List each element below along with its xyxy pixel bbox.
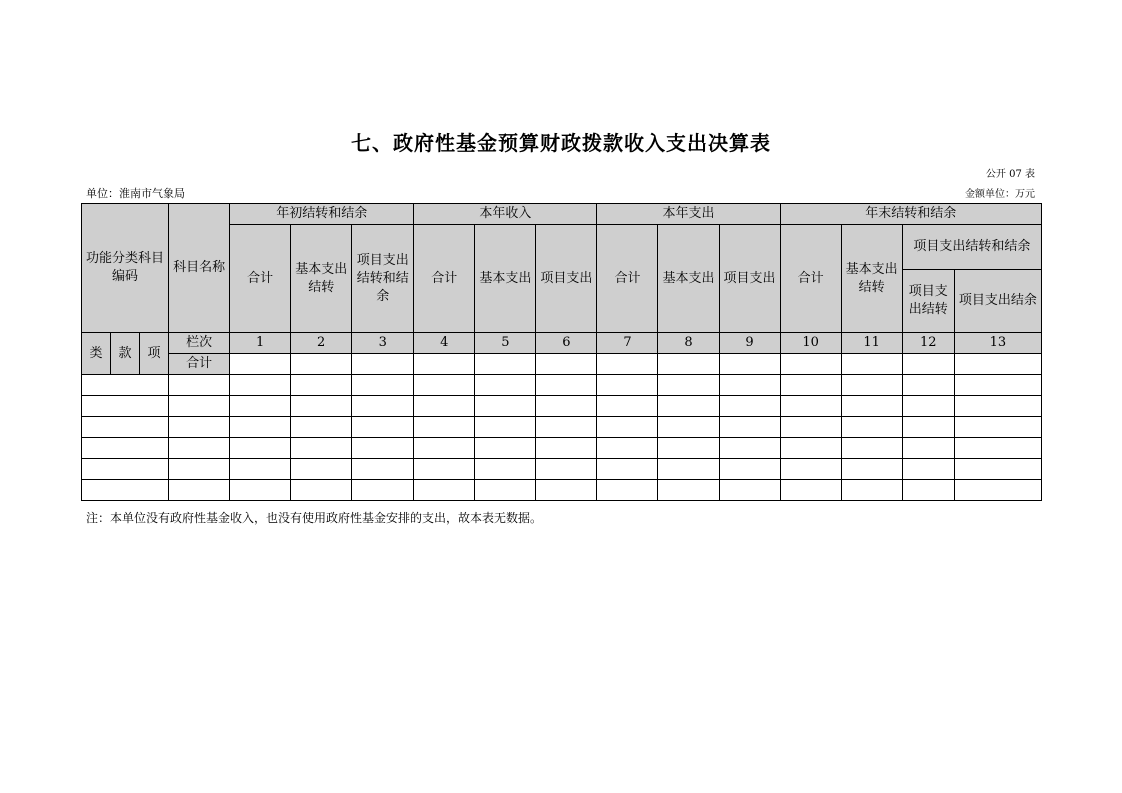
- value-cell: [475, 375, 536, 396]
- code-cell: [82, 375, 169, 396]
- value-cell: [719, 375, 780, 396]
- value-cell: [954, 480, 1041, 501]
- value-cell: [658, 417, 719, 438]
- total-cell: [291, 354, 352, 375]
- value-cell: [658, 459, 719, 480]
- value-cell: [841, 438, 902, 459]
- value-cell: [230, 480, 291, 501]
- header-col-2: 基本支出结转: [291, 225, 352, 333]
- value-cell: [352, 459, 414, 480]
- value-cell: [954, 459, 1041, 480]
- value-cell: [414, 375, 475, 396]
- total-cell: [230, 354, 291, 375]
- table-row: [82, 375, 1042, 396]
- header-heji: 合计: [169, 354, 230, 375]
- value-cell: [658, 480, 719, 501]
- value-cell: [475, 480, 536, 501]
- value-cell: [230, 417, 291, 438]
- value-cell: [597, 417, 658, 438]
- value-cell: [841, 417, 902, 438]
- col-number: 9: [719, 333, 780, 354]
- header-group-expense: 本年支出: [597, 204, 780, 225]
- value-cell: [597, 396, 658, 417]
- total-cell: [536, 354, 597, 375]
- value-cell: [719, 459, 780, 480]
- value-cell: [352, 396, 414, 417]
- value-cell: [352, 375, 414, 396]
- header-func-code: 功能分类科目编码: [82, 204, 169, 333]
- final-accounts-table: [81, 203, 1042, 501]
- header-col-10: 合计: [780, 225, 841, 333]
- total-cell: [719, 354, 780, 375]
- value-cell: [352, 480, 414, 501]
- total-cell: [597, 354, 658, 375]
- col-number: 8: [658, 333, 719, 354]
- col-number: 10: [780, 333, 841, 354]
- value-cell: [291, 438, 352, 459]
- value-cell: [902, 480, 954, 501]
- value-cell: [954, 417, 1041, 438]
- col-number: 5: [475, 333, 536, 354]
- value-cell: [414, 396, 475, 417]
- value-cell: [230, 396, 291, 417]
- col-number: 7: [597, 333, 658, 354]
- value-cell: [719, 438, 780, 459]
- value-cell: [230, 459, 291, 480]
- value-cell: [841, 375, 902, 396]
- header-col-8: 基本支出: [658, 225, 719, 333]
- code-cell: [82, 417, 169, 438]
- form-number: 公开 07 表: [985, 169, 1035, 180]
- header-group-income: 本年收入: [414, 204, 597, 225]
- value-cell: [414, 459, 475, 480]
- value-cell: [597, 438, 658, 459]
- value-cell: [475, 438, 536, 459]
- amount-unit: 金额单位：万元: [965, 189, 1035, 200]
- value-cell: [291, 480, 352, 501]
- value-cell: [597, 375, 658, 396]
- col-number: 4: [414, 333, 475, 354]
- subject-name-cell: [169, 459, 230, 480]
- table-note: 注：本单位没有政府性基金收入，也没有使用政府性基金安排的支出，故本表无数据。: [86, 511, 543, 525]
- value-cell: [291, 417, 352, 438]
- value-cell: [780, 459, 841, 480]
- header-col-6: 项目支出: [536, 225, 597, 333]
- value-cell: [954, 375, 1041, 396]
- header-col-11: 基本支出结转: [841, 225, 902, 333]
- empty-rows: [82, 375, 1042, 501]
- value-cell: [841, 396, 902, 417]
- header-col-12-13-group: 项目支出结转和结余: [902, 225, 1041, 270]
- table-row: [82, 438, 1042, 459]
- value-cell: [780, 396, 841, 417]
- code-cell: [82, 459, 169, 480]
- col-number: 6: [536, 333, 597, 354]
- value-cell: [352, 417, 414, 438]
- value-cell: [597, 459, 658, 480]
- value-cell: [780, 438, 841, 459]
- table-row: [82, 417, 1042, 438]
- subject-name-cell: [169, 417, 230, 438]
- header-lanci: 栏次: [169, 333, 230, 354]
- header-col-3: 项目支出结转和结余: [352, 225, 414, 333]
- header-col-7: 合计: [597, 225, 658, 333]
- value-cell: [719, 417, 780, 438]
- value-cell: [841, 480, 902, 501]
- value-cell: [536, 375, 597, 396]
- header-lei: 类: [82, 333, 111, 375]
- code-cell: [82, 438, 169, 459]
- header-group-begin: 年初结转和结余: [230, 204, 414, 225]
- value-cell: [954, 396, 1041, 417]
- value-cell: [902, 396, 954, 417]
- header-col-4: 合计: [414, 225, 475, 333]
- value-cell: [597, 480, 658, 501]
- value-cell: [230, 438, 291, 459]
- value-cell: [719, 480, 780, 501]
- total-cell: [902, 354, 954, 375]
- value-cell: [658, 396, 719, 417]
- value-cell: [902, 375, 954, 396]
- subject-name-cell: [169, 375, 230, 396]
- header-group-end: 年末结转和结余: [780, 204, 1041, 225]
- total-cell: [841, 354, 902, 375]
- value-cell: [780, 480, 841, 501]
- value-cell: [902, 438, 954, 459]
- value-cell: [780, 417, 841, 438]
- table-row: [82, 459, 1042, 480]
- value-cell: [475, 459, 536, 480]
- header-xiang: 项: [140, 333, 169, 375]
- table-row: [82, 480, 1042, 501]
- col-number: 2: [291, 333, 352, 354]
- value-cell: [536, 396, 597, 417]
- col-number: 13: [954, 333, 1041, 354]
- header-col-1: 合计: [230, 225, 291, 333]
- total-cell: [352, 354, 414, 375]
- code-cell: [82, 396, 169, 417]
- value-cell: [536, 480, 597, 501]
- value-cell: [719, 396, 780, 417]
- header-col-13: 项目支出结余: [954, 270, 1041, 333]
- value-cell: [475, 417, 536, 438]
- col-number: 3: [352, 333, 414, 354]
- value-cell: [475, 396, 536, 417]
- value-cell: [780, 375, 841, 396]
- page-title: 七、政府性基金预算财政拨款收入支出决算表: [351, 131, 771, 155]
- total-cell: [658, 354, 719, 375]
- total-cell: [954, 354, 1041, 375]
- value-cell: [658, 438, 719, 459]
- value-cell: [414, 417, 475, 438]
- table-row: [82, 396, 1042, 417]
- col-number: 12: [902, 333, 954, 354]
- value-cell: [291, 375, 352, 396]
- value-cell: [658, 375, 719, 396]
- value-cell: [902, 459, 954, 480]
- value-cell: [902, 417, 954, 438]
- col-number: 1: [230, 333, 291, 354]
- col-number: 11: [841, 333, 902, 354]
- header-col-9: 项目支出: [719, 225, 780, 333]
- value-cell: [291, 459, 352, 480]
- value-cell: [841, 459, 902, 480]
- subject-name-cell: [169, 438, 230, 459]
- value-cell: [414, 438, 475, 459]
- value-cell: [352, 438, 414, 459]
- value-cell: [536, 417, 597, 438]
- header-subject-name: 科目名称: [169, 204, 230, 333]
- value-cell: [954, 438, 1041, 459]
- reporting-unit: 单位：淮南市气象局: [86, 187, 185, 200]
- value-cell: [536, 438, 597, 459]
- header-col-5: 基本支出: [475, 225, 536, 333]
- total-cell: [475, 354, 536, 375]
- header-kuan: 款: [111, 333, 140, 375]
- value-cell: [414, 480, 475, 501]
- subject-name-cell: [169, 396, 230, 417]
- total-cell: [780, 354, 841, 375]
- value-cell: [230, 375, 291, 396]
- value-cell: [536, 459, 597, 480]
- code-cell: [82, 480, 169, 501]
- total-cell: [414, 354, 475, 375]
- header-col-12: 项目支出结转: [902, 270, 954, 333]
- subject-name-cell: [169, 480, 230, 501]
- value-cell: [291, 396, 352, 417]
